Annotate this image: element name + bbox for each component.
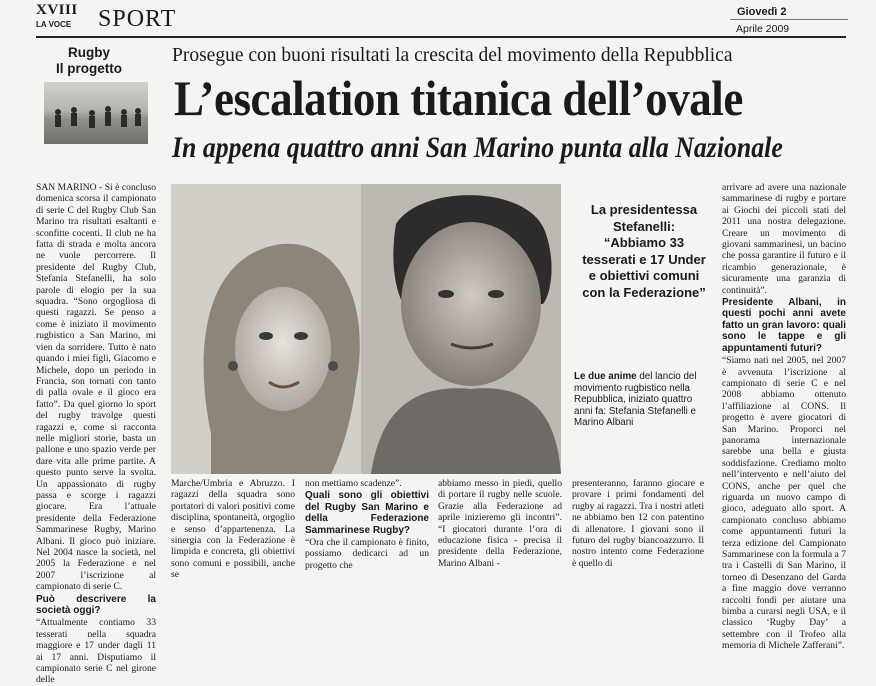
date-month-year: Aprile 2009	[736, 23, 790, 35]
caption-bold: Le due anime	[574, 371, 637, 382]
article-body-text: “Ora che il campionato è finito, possiamo dedicarci ad un progetto che	[305, 537, 429, 571]
pullquote-line: con la Federazione”	[582, 284, 706, 300]
pullquote-line: La presidentessa	[590, 202, 698, 217]
kicker-rugby: Rugby	[68, 45, 110, 60]
kicker-il-progetto: Il progetto	[56, 61, 122, 76]
pullquote-line: Stefanelli:	[612, 218, 676, 234]
article-subheadline: In appena quattro anni San Marino punta alla Nazionale	[172, 131, 783, 164]
article-overline: Prosegue con buoni risultati la crescita del movimento della Repubblica	[172, 45, 733, 66]
article-question: Presidente Albani, in questi pochi anni avete fatto un gran lavoro: quali sono le tappe e gli appuntamenti futuri?	[722, 297, 846, 354]
article-photo	[171, 184, 561, 474]
article-body-text: non mettiamo scadenze”.	[305, 478, 402, 489]
date-day: Giovedì 2	[737, 6, 787, 18]
photo-caption	[574, 371, 712, 429]
article-question: Quali sono gli obiettivi del Rugby San Marino e della Federazione Sammarinese Rugby?	[305, 490, 429, 536]
article-column-6	[722, 182, 846, 652]
article-body-text: arrivare ad avere una nazionale sammarinese di rugby e portare ai Giochi dei piccoli stati del 2011 una nostra delegazione. Creare un movimento di giovani sammarinesi, un bacino che possa garantire il futuro e il ricambio generazionale, è sicuramente una garanzia di continuità”.	[722, 182, 846, 296]
article-body-text: “Attualmente contiamo 33 tesserati nella squadra maggiore e 17 under dagli 11 ai 17 anni. Disputiamo il campionato serie C nel girone delle	[36, 617, 156, 686]
pullquote	[574, 202, 714, 301]
header-rule-short	[730, 19, 848, 20]
article-column-3	[305, 478, 429, 571]
pullquote-line: “Abbiamo 33	[603, 235, 685, 250]
rugby-team-photo	[44, 82, 148, 144]
article-body-text: SAN MARINO - Si è concluso domenica scorsa il campionato di serie C del Rugby Club San Marino tra risultati esaltanti e sconfitte cocenti. Il club ne ha fatta di strada e molta ancora ne vuole percorrere. Il presidente del Rugby Club, Stefania Stefanelli, ha solo parole di elogio per la sua squadra. “Sono orgogliosa di questi ragazzi. Se penso a come è iniziato il movimento rugbistico a San Marino, mi vien da sorridere. Tutto è nato quando i miei figli, Giacomo e Michele, dopo un periodo in Francia, son tornati con tanto di palla ovale e il gioco era fatto”. Da quel giorno lo sport del rugby travolge questi ragazzi e, come si racconta nelle migliori storie, basta un pallone e uno spazio verde per dare vita alle prime partite. A questo punto serve la svolta. Un appassionato di rugby passa e scorge i ragazzi giocare. Era l’attuale presidente della Federazione Sammarinese Rugby, Marino Albani. Il gioco può iniziare. Nel 2004 nasce la società, nel 2005 la Federazione e nel 2007 l’iscrizione al campionato di serie C.	[36, 182, 156, 593]
newspaper-name: LA VOCE	[36, 20, 72, 29]
article-body-text: presenteranno, faranno giocare e provare i primi fondamenti del rugby ai ragazzi. Tra i nostri atleti ne abbiamo ben 12 con patentino di allenatore. I giovani sono il futuro del rugby biancoazzurro. Il nostro intento come Federazione è quello di	[572, 478, 704, 569]
pullquote-line: e obiettivi comuni	[588, 268, 700, 283]
portrait-illustration	[171, 184, 561, 474]
header-rule	[36, 36, 846, 38]
pullquote-line: tesserati e 17 Under	[582, 251, 706, 267]
article-headline: L’escalation titanica dell’ovale	[174, 70, 743, 126]
page-number: XVIII	[36, 2, 78, 18]
article-column-1	[36, 182, 156, 686]
article-body-text: “Siamo nati nel 2005, nel 2007 è avvenuta l’iscrizione al campionato di serie C e nel 2008 abbiamo ottenuto l’affiliazione al CONS. Il progetto è avere giocatori di San Marino. Proporci nel panorama internazionale sarebbe una bella e giusta soddisfazione. Crediamo molto nell’intervento e nell’aiuto del CONS, anche per quel che riguarda un nuovo campo di gioco, adeguato allo sport. A campionato concluso abbiamo come appuntamenti futuri la terza edizione del Campionato Sammarinese con la formula a 7 tra i Castelli di San Marino, il torneo di Desenzano del Garda a fine maggio dove verranno raccolti fondi per aiutare una bimba a curarsi negli USA, e il classico ‘Rugby Day’ a settembre con il Trofeo alla memoria di Michele Zafferani”.	[722, 355, 846, 652]
rugby-players-illustration	[44, 82, 148, 144]
article-column-5	[572, 478, 704, 569]
caption-text: del lancio del movimento rugbistico nella Repubblica, iniziato quattro anni fa: Stefania Stefanelli e Marino Albani	[574, 371, 697, 429]
article-body-text: abbiamo messo in piedi, quello di portare il rugby nelle scuole. Grazie alla Federazione ad aprile inizieremo gli incontri”. “I giocatori durante l’ora di educazione fisica - precisa il presidente della Federazione, Marino Albani -	[438, 478, 562, 569]
section-title: SPORT	[98, 6, 177, 32]
article-column-4	[438, 478, 562, 569]
article-question: Può descrivere la società oggi?	[36, 593, 156, 617]
article-column-2	[171, 478, 295, 581]
article-body-text: Marche/Umbria e Abruzzo. I ragazzi della squadra sono portatori di valori positivi come disciplina, spontaneità, orgoglio e senso d’appartenenza. La sinergia con la Federazione è limpida e concreta, gli obiettivi sono comuni e possibili, anche se	[171, 478, 295, 581]
